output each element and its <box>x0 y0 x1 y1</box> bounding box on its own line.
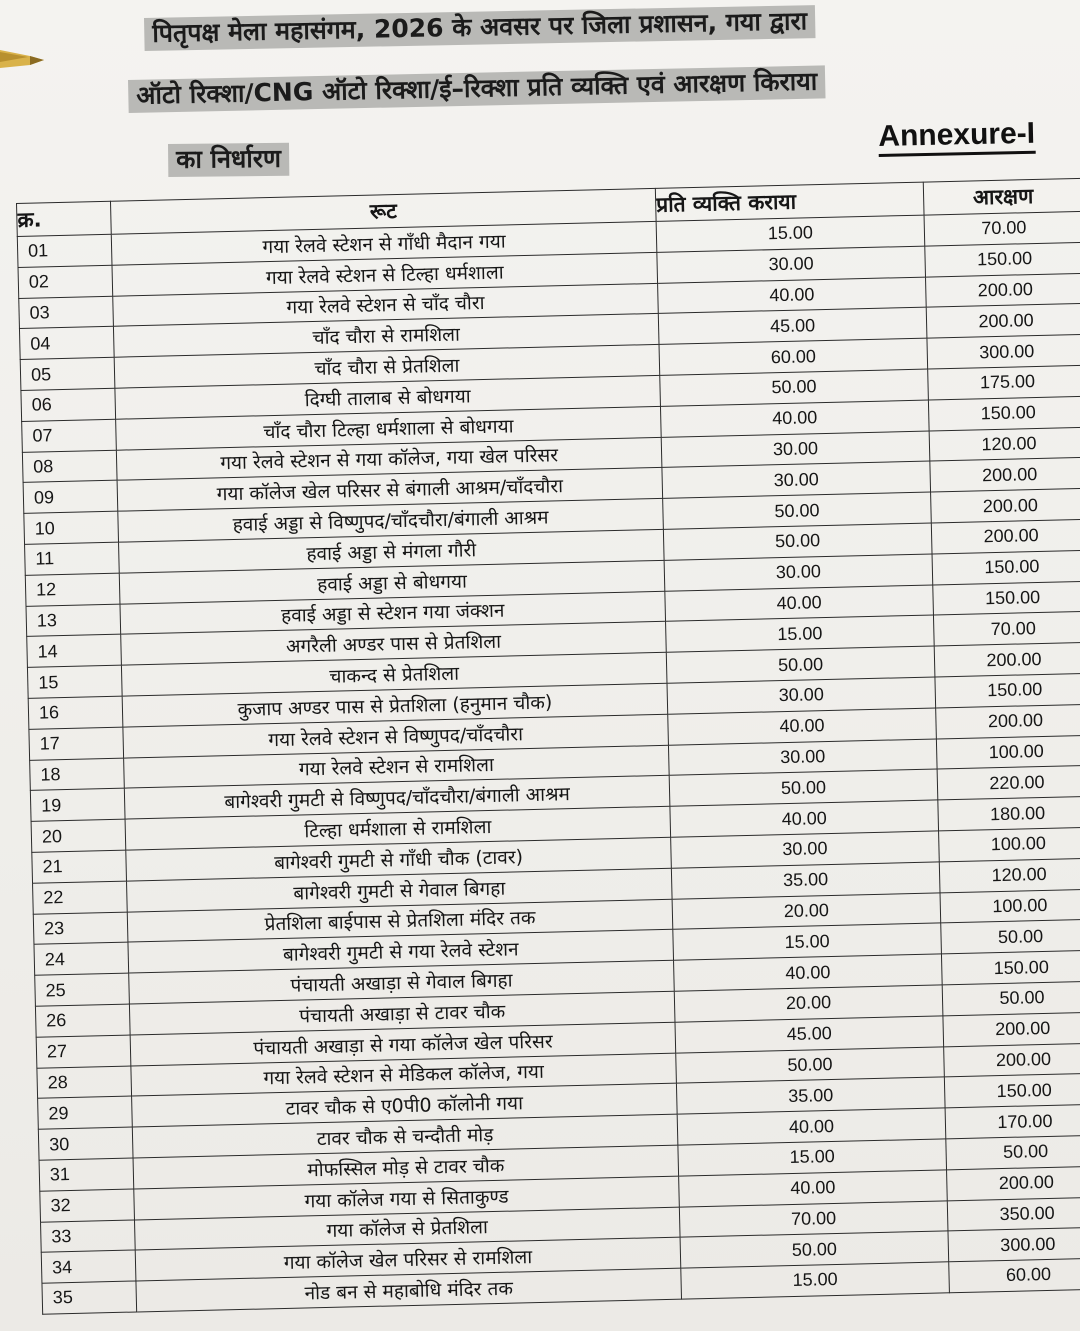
route-cell: टिल्हा धर्मशाला से रामशिला <box>125 806 671 850</box>
serial-cell: 27 <box>36 1035 131 1068</box>
reservation-cell: 300.00 <box>927 335 1080 370</box>
route-cell: बागेश्वरी गुमटी से गाँधी चौक (टावर) <box>126 837 672 881</box>
serial-cell: 34 <box>41 1250 136 1283</box>
fare-cell: 30.00 <box>664 554 933 591</box>
reservation-cell: 200.00 <box>936 704 1080 739</box>
route-cell: गया रेलवे स्टेशन से मेडिकल कॉलेज, गया <box>131 1053 677 1097</box>
reservation-cell: 70.00 <box>933 612 1080 647</box>
heading-line-2: ऑटो रिक्शा/CNG ऑटो रिक्शा/ई–रिक्शा प्रति व्यक्ति एवं आरक्षण किराया <box>128 65 826 112</box>
fare-table-container <box>16 178 1080 1315</box>
reservation-cell: 100.00 <box>936 735 1080 770</box>
reservation-cell: 200.00 <box>947 1166 1080 1201</box>
fare-cell: 50.00 <box>666 646 935 683</box>
route-cell: चाँद चौरा से प्रेतशिला <box>114 345 660 389</box>
table-body <box>17 211 1080 1314</box>
serial-cell: 01 <box>17 234 112 267</box>
fare-cell: 20.00 <box>674 985 943 1022</box>
fare-cell: 30.00 <box>657 246 926 283</box>
reservation-cell: 150.00 <box>935 673 1080 708</box>
serial-cell: 05 <box>20 357 115 390</box>
reservation-cell: 350.00 <box>947 1197 1080 1232</box>
reservation-cell: 120.00 <box>929 427 1080 462</box>
fare-cell: 15.00 <box>678 1139 947 1176</box>
fare-cell: 70.00 <box>679 1200 948 1237</box>
serial-cell: 20 <box>31 819 126 852</box>
serial-cell: 11 <box>25 542 120 575</box>
serial-cell: 17 <box>29 727 124 760</box>
route-cell: हवाई अड्डा से मंगला गौरी <box>119 529 665 573</box>
reservation-cell: 200.00 <box>931 488 1080 523</box>
reservation-cell: 150.00 <box>925 242 1080 277</box>
serial-cell: 24 <box>34 942 129 975</box>
fare-cell: 30.00 <box>668 739 937 776</box>
route-cell: हवाई अड्डा से स्टेशन गया जंक्शन <box>120 591 666 635</box>
fare-cell: 40.00 <box>679 1170 948 1207</box>
fare-cell: 50.00 <box>660 369 929 406</box>
serial-cell: 35 <box>42 1281 137 1314</box>
serial-cell: 33 <box>41 1219 136 1252</box>
reservation-cell: 50.00 <box>941 919 1080 954</box>
serial-cell: 06 <box>21 388 116 421</box>
route-cell: गया कॉलेज से प्रेतशिला <box>134 1207 680 1251</box>
fare-cell: 30.00 <box>662 461 931 498</box>
serial-cell: 21 <box>32 850 127 883</box>
reservation-cell: 200.00 <box>930 458 1080 493</box>
fare-cell: 60.00 <box>659 338 928 375</box>
fare-cell: 40.00 <box>658 277 927 314</box>
reservation-cell: 180.00 <box>938 796 1080 831</box>
fare-cell: 35.00 <box>671 862 940 899</box>
reservation-cell: 50.00 <box>946 1135 1080 1170</box>
route-cell: दिग्घी तालाब से बोधगया <box>115 375 661 419</box>
route-cell: टावर चौक से ए0पी0 कॉलोनी गया <box>132 1083 678 1127</box>
fare-cell: 15.00 <box>681 1262 950 1299</box>
serial-cell: 19 <box>30 788 125 821</box>
fare-cell: 30.00 <box>667 677 936 714</box>
reservation-cell: 100.00 <box>940 889 1080 924</box>
serial-cell: 02 <box>18 265 113 298</box>
fare-cell: 50.00 <box>676 1046 945 1083</box>
serial-cell: 03 <box>19 296 114 329</box>
header-per-person-fare: प्रति व्यक्ति कराया <box>655 182 924 221</box>
serial-cell: 31 <box>39 1158 134 1191</box>
reservation-cell: 200.00 <box>926 304 1080 339</box>
route-cell: चाकन्द से प्रेतशिला <box>121 652 667 696</box>
serial-cell: 10 <box>24 511 119 544</box>
fare-cell: 40.00 <box>674 954 943 991</box>
serial-cell: 32 <box>40 1189 135 1222</box>
reservation-cell: 200.00 <box>931 519 1080 554</box>
serial-cell: 29 <box>38 1096 133 1129</box>
fare-cell: 50.00 <box>663 523 932 560</box>
route-cell: अगरैली अण्डर पास से प्रेतशिला <box>121 622 667 666</box>
route-cell: गया रेलवे स्टेशन से विष्णुपद/चाँदचौरा <box>123 714 669 758</box>
reservation-cell: 200.00 <box>934 642 1080 677</box>
route-cell: गया कॉलेज गया से सिताकुण्ड <box>134 1176 680 1220</box>
reservation-cell: 60.00 <box>949 1258 1080 1293</box>
reservation-cell: 150.00 <box>933 581 1080 616</box>
reservation-cell: 170.00 <box>945 1104 1080 1139</box>
fare-cell: 40.00 <box>668 708 937 745</box>
fare-cell: 45.00 <box>675 1016 944 1053</box>
reservation-cell: 220.00 <box>937 766 1080 801</box>
header-reservation: आरक्षण <box>923 178 1080 215</box>
heading-line-1: पितृपक्ष मेला महासंगम, 2026 के अवसर पर जिला प्रशासन, गया द्वारा <box>144 5 815 51</box>
reservation-cell: 175.00 <box>928 365 1080 400</box>
serial-cell: 13 <box>26 604 121 637</box>
route-cell: गया रेलवे स्टेशन से गाँधी मैदान गया <box>111 221 657 265</box>
reservation-cell: 120.00 <box>939 858 1080 893</box>
route-cell: प्रेतशिला बाईपास से प्रेतशिला मंदिर तक <box>127 899 673 943</box>
fare-cell: 40.00 <box>677 1108 946 1145</box>
route-cell: गया कॉलेज खेल परिसर से बंगाली आश्रम/चाँदचौरा <box>117 468 663 512</box>
serial-cell: 26 <box>35 1004 130 1037</box>
fare-cell: 20.00 <box>672 892 941 929</box>
route-cell: मोफस्सिल मोड़ से टावर चौक <box>133 1145 679 1189</box>
serial-cell: 25 <box>35 973 130 1006</box>
reservation-cell: 150.00 <box>944 1073 1080 1108</box>
header-serial: क्र. <box>17 201 112 236</box>
heading-line-3: का निर्धारण <box>168 143 289 177</box>
reservation-cell: 200.00 <box>943 1012 1080 1047</box>
route-cell: बागेश्वरी गुमटी से गेवाल बिगहा <box>126 868 672 912</box>
route-cell: हवाई अड्डा से विष्णुपद/चाँदचौरा/बंगाली आश्रम <box>118 499 664 543</box>
route-cell: गया रेलवे स्टेशन से चाँद चौरा <box>113 283 659 327</box>
serial-cell: 08 <box>22 450 117 483</box>
fare-cell: 50.00 <box>669 769 938 806</box>
serial-cell: 28 <box>37 1066 132 1099</box>
reservation-cell: 150.00 <box>928 396 1080 431</box>
fare-cell: 40.00 <box>660 400 929 437</box>
fare-cell: 45.00 <box>658 307 927 344</box>
route-cell: गया रेलवे स्टेशन से गया कॉलेज, गया खेल परिसर <box>116 437 662 481</box>
header-route: रूट <box>110 188 656 234</box>
route-cell: टावर चौक से चन्दौती मोड़ <box>132 1114 678 1158</box>
annexure-label: Annexure-I <box>878 117 1035 157</box>
route-cell: पंचायती अखाड़ा से टावर चौक <box>129 991 675 1035</box>
reservation-cell: 150.00 <box>941 950 1080 985</box>
serial-cell: 22 <box>33 881 128 914</box>
fare-cell: 15.00 <box>673 923 942 960</box>
route-cell: गया कॉलेज खेल परिसर से रामशिला <box>135 1237 681 1281</box>
serial-cell: 18 <box>30 758 125 791</box>
fare-cell: 50.00 <box>663 492 932 529</box>
fare-cell: 30.00 <box>671 831 940 868</box>
reservation-cell: 50.00 <box>942 981 1080 1016</box>
fare-table <box>16 178 1080 1315</box>
route-cell: पंचायती अखाड़ा से गया कॉलेज खेल परिसर <box>130 1022 676 1066</box>
serial-cell: 14 <box>27 635 122 668</box>
serial-cell: 23 <box>33 912 128 945</box>
fare-cell: 40.00 <box>670 800 939 837</box>
fare-cell: 50.00 <box>680 1231 949 1268</box>
serial-cell: 04 <box>19 327 114 360</box>
serial-cell: 16 <box>28 696 123 729</box>
fare-cell: 30.00 <box>661 431 930 468</box>
reservation-cell: 300.00 <box>948 1227 1080 1262</box>
serial-cell: 30 <box>38 1127 133 1160</box>
route-cell: कुजाप अण्डर पास से प्रेतशिला (हनुमान चौक) <box>122 683 668 727</box>
fare-cell: 40.00 <box>665 585 934 622</box>
route-cell: नोड बन से महाबोधि मंदिर तक <box>136 1268 682 1312</box>
fare-cell: 35.00 <box>676 1077 945 1114</box>
route-cell: गया रेलवे स्टेशन से रामशिला <box>124 745 670 789</box>
route-cell: चाँद चौरा से रामशिला <box>113 314 659 358</box>
reservation-cell: 200.00 <box>944 1043 1080 1078</box>
reservation-cell: 200.00 <box>925 273 1080 308</box>
fare-cell: 15.00 <box>656 215 925 252</box>
fare-cell: 15.00 <box>666 615 935 652</box>
serial-cell: 15 <box>27 665 122 698</box>
route-cell: चाँद चौरा टिल्हा धर्मशाला से बोधगया <box>116 406 662 450</box>
reservation-cell: 150.00 <box>932 550 1080 585</box>
reservation-cell: 100.00 <box>939 827 1080 862</box>
route-cell: गया रेलवे स्टेशन से टिल्हा धर्मशाला <box>112 252 658 296</box>
serial-cell: 07 <box>22 419 117 452</box>
reservation-cell: 70.00 <box>924 211 1080 246</box>
route-cell: पंचायती अखाड़ा से गेवाल बिगहा <box>129 960 675 1004</box>
route-cell: बागेश्वरी गुमटी से गया रेलवे स्टेशन <box>128 930 674 974</box>
serial-cell: 12 <box>25 573 120 606</box>
route-cell: हवाई अड्डा से बोधगया <box>119 560 665 604</box>
route-cell: बागेश्वरी गुमटी से विष्णुपद/चाँदचौरा/बंगाली आश्रम <box>124 776 670 820</box>
serial-cell: 09 <box>23 481 118 514</box>
pen-tip-icon <box>0 38 46 72</box>
